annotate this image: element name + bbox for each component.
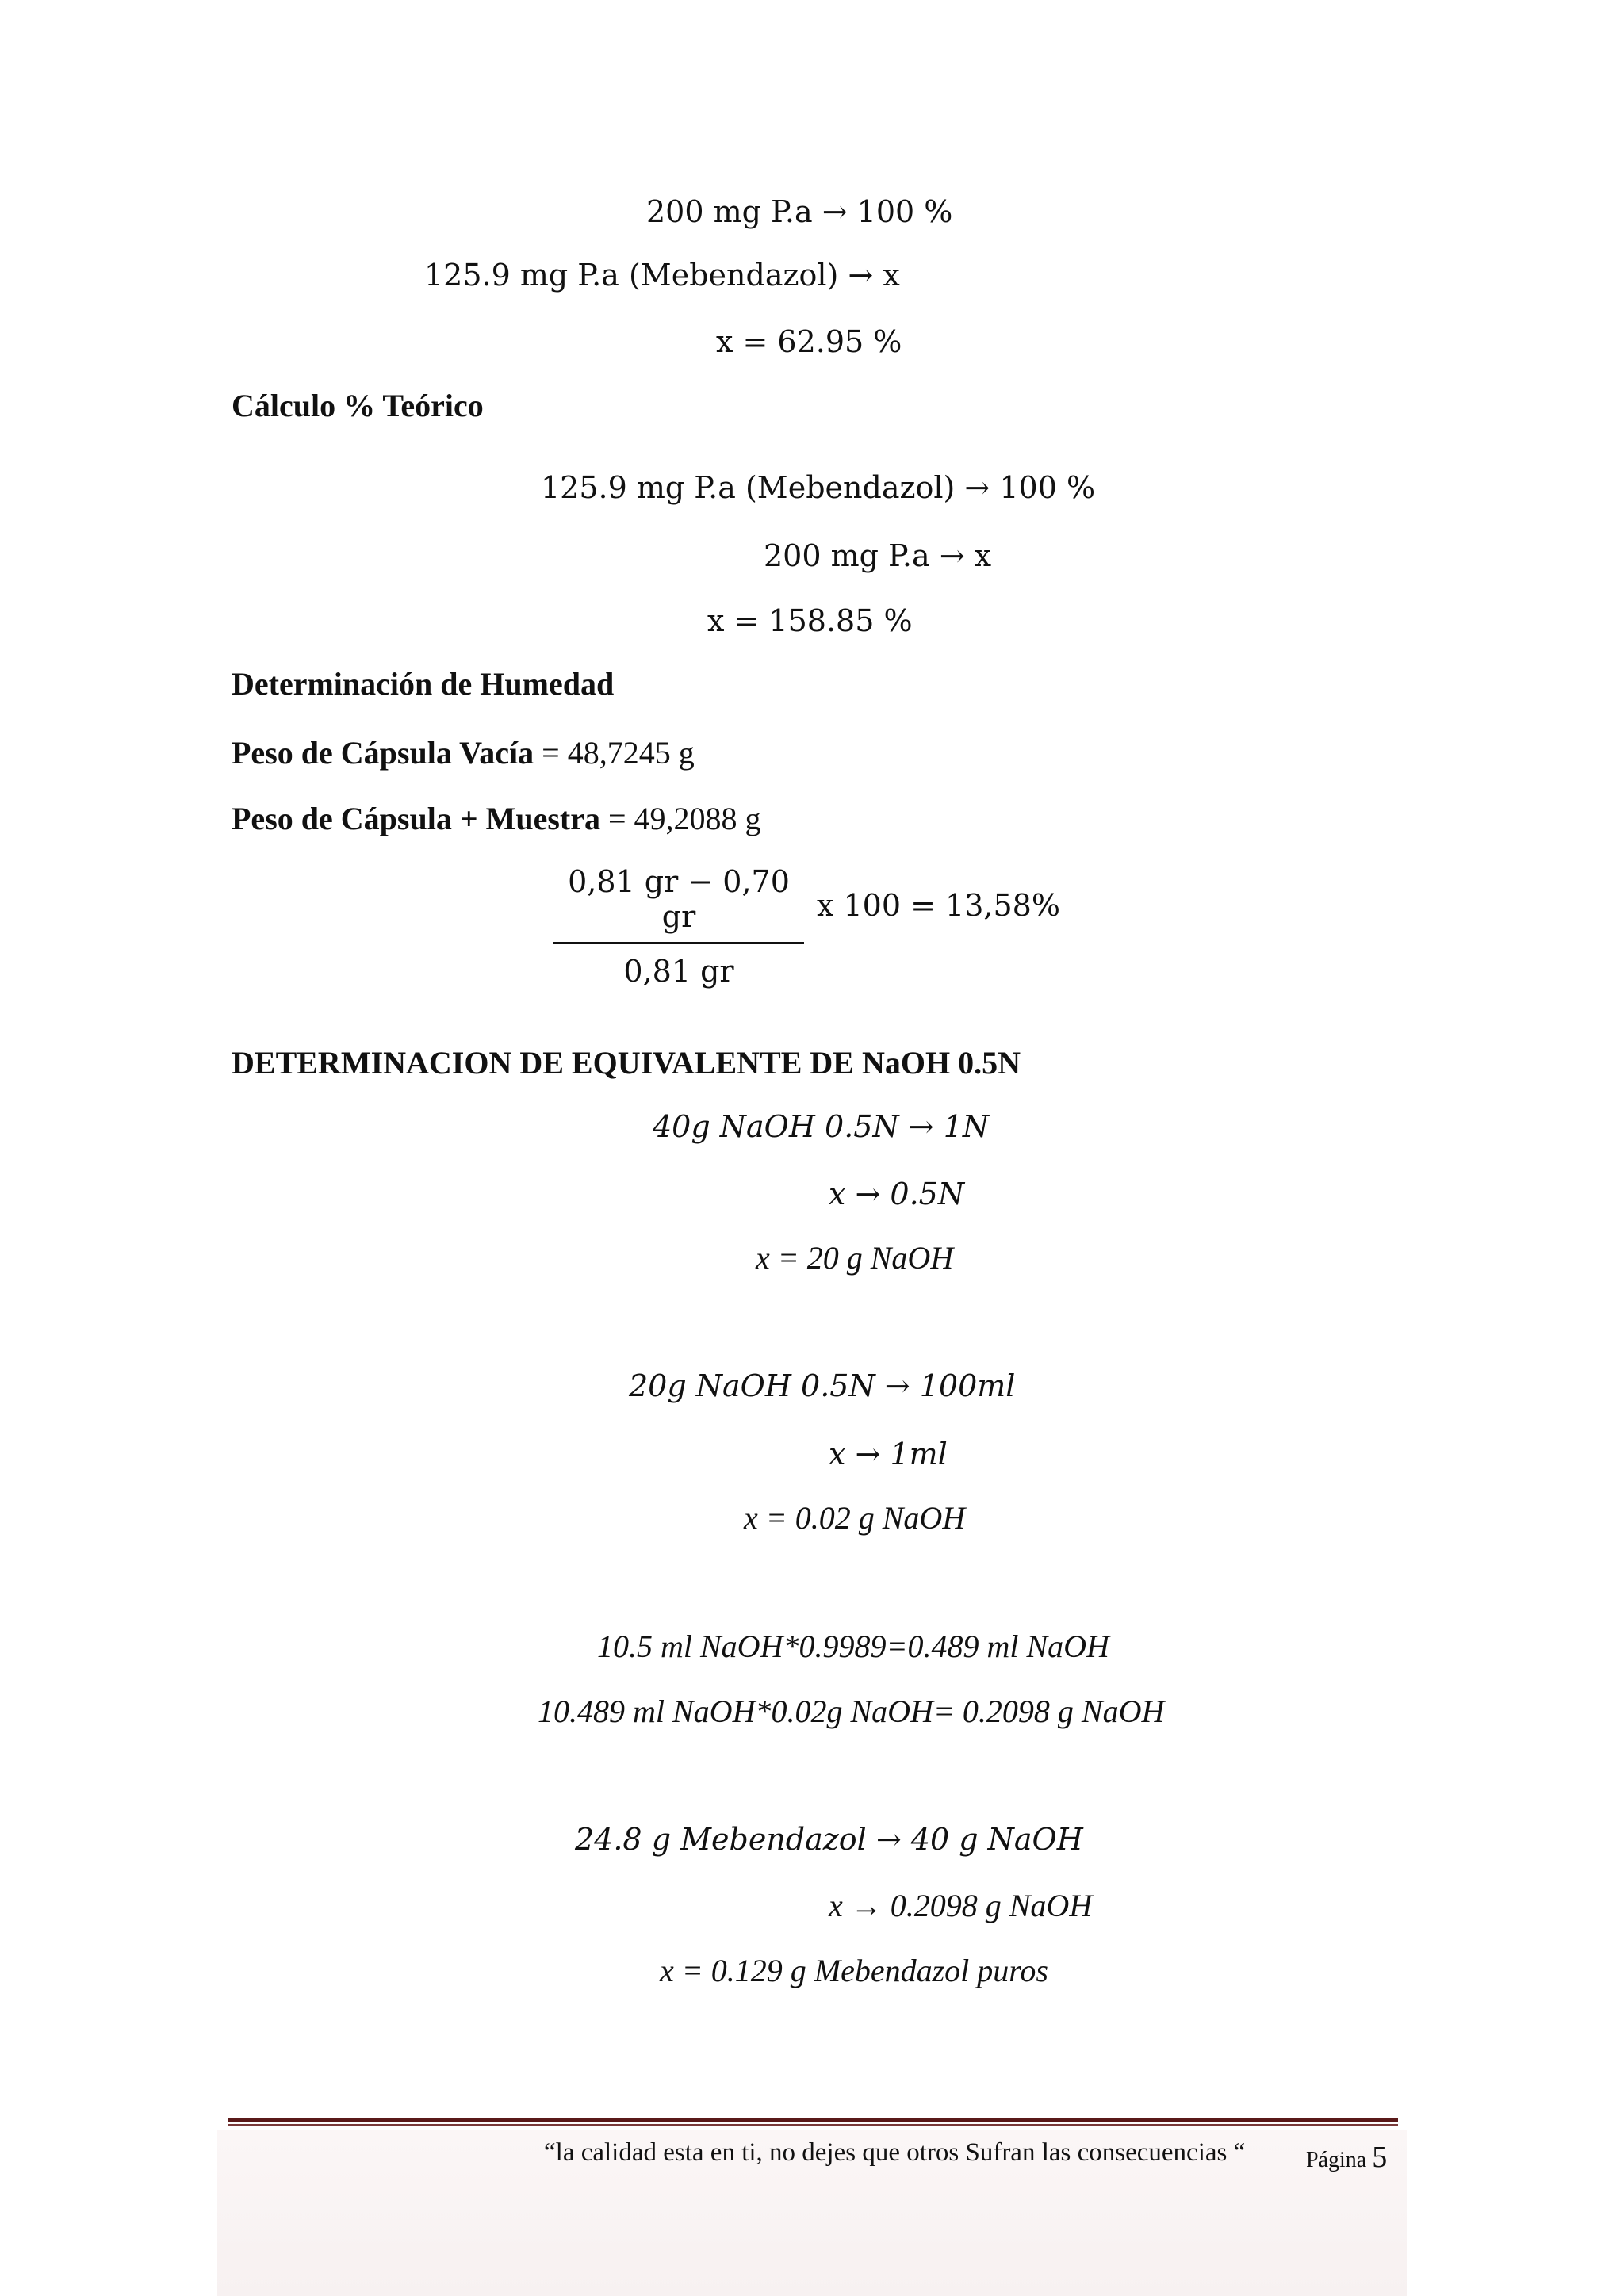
page-label: Página xyxy=(1306,2148,1367,2172)
footer-quote: “la calidad esta en ti, no dejes que otros Sufran las consecuencias “ xyxy=(544,2138,1246,2167)
peso-capsula-muestra xyxy=(232,803,761,835)
fraction-result: x 100 = 13,58% xyxy=(817,888,1060,923)
fraction-denominator: 0,81 gr xyxy=(623,954,734,989)
calc2-line2: 200 mg P.a → x xyxy=(764,538,992,573)
meb-line1: 24.8 g Mebendazol → 40 g NaOH xyxy=(575,1822,1083,1857)
naoh2-line1: 20g NaOH 0.5N → 100ml xyxy=(629,1368,1016,1403)
footer-page xyxy=(1306,2140,1387,2175)
meb-line3: x = 0.129 g Mebendazol puros xyxy=(660,1953,1048,1988)
heading-naoh: DETERMINACION DE EQUIVALENTE DE NaOH 0.5N xyxy=(232,1045,1021,1081)
meb-line2: x → 0.2098 g NaOH xyxy=(829,1888,1093,1923)
naoh1-line2: x → 0.5N xyxy=(829,1177,965,1211)
heading-humedad: Determinación de Humedad xyxy=(232,666,615,702)
calc2-line1: 125.9 mg P.a (Mebendazol) → 100 % xyxy=(541,470,1096,505)
peso-capsula-vacia xyxy=(232,737,695,769)
naoh2-line3: x = 0.02 g NaOH xyxy=(744,1500,966,1536)
peso-muestra-value: = 49,2088 g xyxy=(608,801,761,836)
naoh3-line2: 10.489 ml NaOH*0.02g NaOH= 0.2098 g NaOH xyxy=(538,1693,1165,1729)
humidity-fraction xyxy=(553,864,804,989)
peso-vacia-label: Peso de Cápsula Vacía xyxy=(232,735,534,771)
peso-vacia-value: = 48,7245 g xyxy=(542,735,695,771)
naoh2-line2: x → 1ml xyxy=(829,1437,948,1471)
calc1-line3: x = 62.95 % xyxy=(716,324,902,359)
heading-calculo-teorico: Cálculo % Teórico xyxy=(232,388,484,423)
fraction-numerator: 0,81 gr − 0,70 gr xyxy=(568,864,790,934)
naoh3-line1: 10.5 ml NaOH*0.9989=0.489 ml NaOH xyxy=(597,1628,1109,1664)
naoh1-line1: 40g NaOH 0.5N → 1N xyxy=(653,1109,990,1144)
calc1-line2: 125.9 mg P.a (Mebendazol) → x xyxy=(424,258,900,293)
footer-rule-secondary xyxy=(228,2124,1398,2126)
peso-muestra-label: Peso de Cápsula + Muestra xyxy=(232,801,600,836)
footer-rule xyxy=(228,2118,1398,2122)
calc1-line1: 200 mg P.a → 100 % xyxy=(646,194,953,229)
page-number: 5 xyxy=(1372,2141,1388,2174)
calc2-line3: x = 158.85 % xyxy=(707,603,913,638)
naoh1-line3: x = 20 g NaOH xyxy=(756,1240,954,1276)
